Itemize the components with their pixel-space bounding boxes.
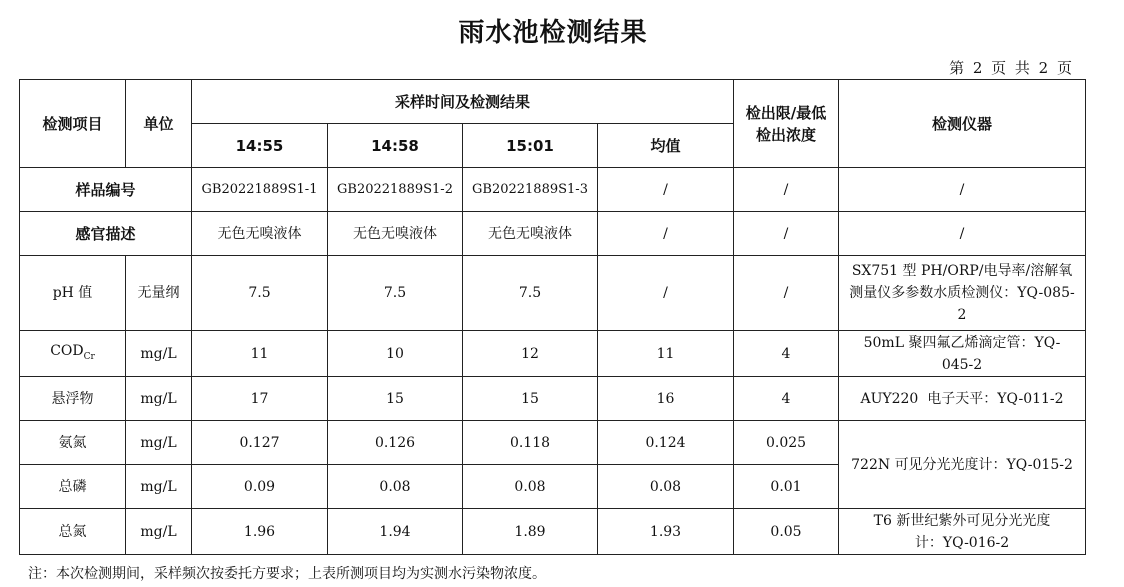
row-unit: mg/L [126,421,192,465]
sense-value-3: 无色无嗅液体 [463,212,598,256]
row-item: 总氮 [20,509,126,555]
row-instrument: 50mL 聚四氟乙烯滴定管：YQ-045-2 [839,331,1086,377]
header-instrument: 检测仪器 [839,80,1086,168]
row-value-1: 0.09 [192,465,328,509]
row-unit: 无量纲 [126,256,192,331]
header-item: 检测项目 [20,80,126,168]
sense-mean: / [598,212,734,256]
sample-id-limit: / [734,168,839,212]
table-row [20,331,1086,377]
sample-id-row [20,168,1086,212]
row-value-3: 12 [463,331,598,377]
row-item: 悬浮物 [20,377,126,421]
row-item: 氨氮 [20,421,126,465]
header-limit: 检出限/最低检出浓度 [734,80,839,168]
table-row [20,509,1086,555]
row-value-1: 11 [192,331,328,377]
row-limit: 0.05 [734,509,839,555]
row-value-2: 15 [328,377,463,421]
table-row [20,377,1086,421]
header-sampling: 采样时间及检测结果 [192,80,734,124]
row-mean: 11 [598,331,734,377]
row-mean: 0.08 [598,465,734,509]
row-mean: 1.93 [598,509,734,555]
row-unit: mg/L [126,377,192,421]
row-mean: / [598,256,734,331]
document-title: 雨水池检测结果 [458,18,648,48]
row-unit: mg/L [126,331,192,377]
page-indicator: 第 2 页 共 2 页 [949,59,1074,77]
header-time-3: 15:01 [463,124,598,168]
sample-id-1: GB20221889S1-1 [192,168,328,212]
sample-id-instrument: / [839,168,1086,212]
row-value-3: 1.89 [463,509,598,555]
header-row-1 [20,80,1086,124]
row-instrument: AUY220 电子天平：YQ-011-2 [839,377,1086,421]
row-item: 总磷 [20,465,126,509]
row-value-1: 17 [192,377,328,421]
sample-id-2: GB20221889S1-2 [328,168,463,212]
row-value-1: 0.127 [192,421,328,465]
row-value-3: 0.08 [463,465,598,509]
sample-id-mean: / [598,168,734,212]
row-value-3: 7.5 [463,256,598,331]
row-value-2: 10 [328,331,463,377]
row-value-2: 1.94 [328,509,463,555]
row-item [20,331,126,377]
header-unit: 单位 [126,80,192,168]
row-limit: 0.01 [734,465,839,509]
table-row [20,421,1086,465]
sense-value-2: 无色无嗅液体 [328,212,463,256]
sample-id-3: GB20221889S1-3 [463,168,598,212]
row-value-2: 0.126 [328,421,463,465]
row-value-3: 15 [463,377,598,421]
row-instrument: SX751 型 PH/ORP/电导率/溶解氧测量仪多参数水质检测仪：YQ-085-2 [839,256,1086,331]
row-limit: 4 [734,331,839,377]
row-item: pH 值 [20,256,126,331]
footnote: 注：本次检测期间，采样频次按委托方要求；上表所测项目均为实测水污染物浓度。 [28,566,546,582]
row-mean: 0.124 [598,421,734,465]
sense-limit: / [734,212,839,256]
row-value-3: 0.118 [463,421,598,465]
sample-id-label: 样品编号 [20,168,192,212]
sense-label: 感官描述 [20,212,192,256]
sense-value-1: 无色无嗅液体 [192,212,328,256]
sense-row [20,212,1086,256]
results-table [19,79,1086,555]
row-limit: 0.025 [734,421,839,465]
row-value-2: 7.5 [328,256,463,331]
row-instrument: T6 新世纪紫外可见分光光度计：YQ-016-2 [839,509,1086,555]
row-item-text: COD [50,342,84,359]
row-unit: mg/L [126,465,192,509]
row-unit: mg/L [126,509,192,555]
row-value-1: 7.5 [192,256,328,331]
row-item-subscript: Cr [83,351,95,362]
header-time-1: 14:55 [192,124,328,168]
sense-instrument: / [839,212,1086,256]
row-instrument: 722N 可见分光光度计：YQ-015-2 [839,421,1086,509]
row-limit: 4 [734,377,839,421]
header-mean: 均值 [598,124,734,168]
row-mean: 16 [598,377,734,421]
header-time-2: 14:58 [328,124,463,168]
table-row [20,256,1086,331]
row-limit: / [734,256,839,331]
row-value-1: 1.96 [192,509,328,555]
row-value-2: 0.08 [328,465,463,509]
